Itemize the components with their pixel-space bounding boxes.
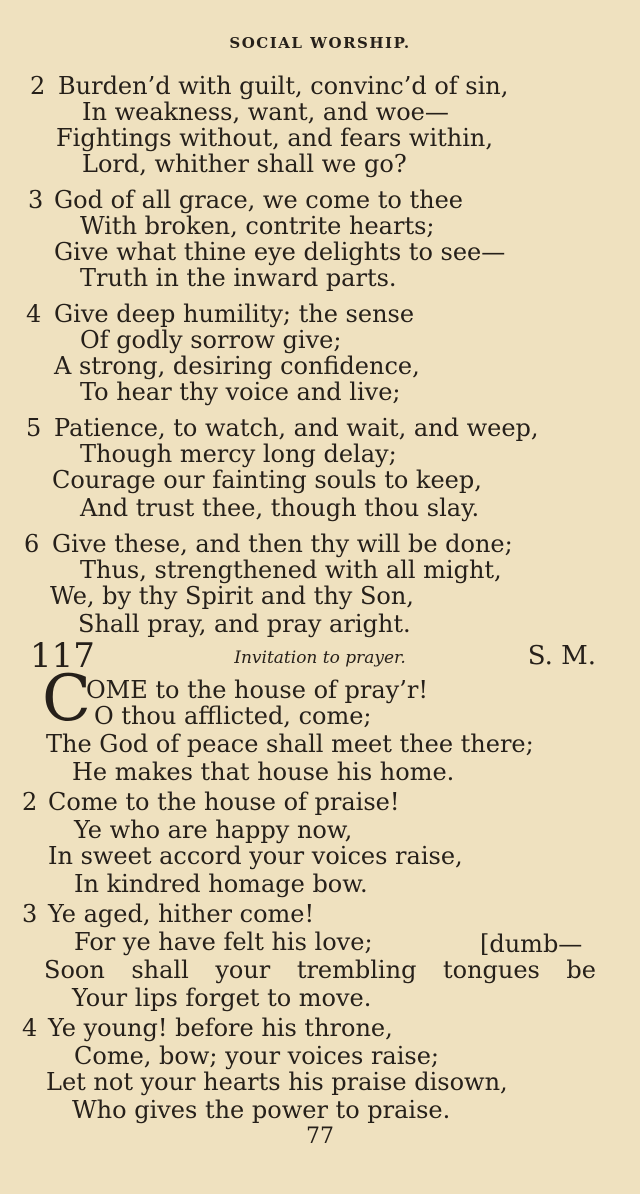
verse-turnover: [dumb—: [480, 930, 583, 958]
stanza-number: 6: [24, 530, 40, 558]
stanza-number: 3: [22, 900, 38, 928]
verse-line: In sweet accord your voices raise,: [48, 842, 463, 870]
verse-line: Give these, and then thy will be done;: [52, 530, 513, 558]
verse-line: Come to the house of praise!: [48, 788, 400, 816]
stanza-number: 2: [30, 72, 46, 100]
page-header: SOCIAL WORSHIP.: [229, 34, 411, 52]
verse-line: He makes that house his home.: [72, 758, 455, 786]
verse-line: Thus, strengthened with all might,: [80, 556, 502, 584]
stanza-number: 5: [26, 414, 42, 442]
verse-line: To hear thy voice and live;: [80, 378, 401, 406]
verse-line: For ye have felt his love;: [74, 928, 373, 956]
verse-line: OME to the house of pray’r!: [86, 676, 428, 704]
verse-line: God of all grace, we come to thee: [54, 186, 463, 214]
drop-cap: C: [42, 662, 91, 736]
verse-line: Courage our fainting souls to keep,: [52, 466, 482, 494]
verse-line: In weakness, want, and woe—: [82, 98, 449, 126]
verse-line: With broken, contrite hearts;: [80, 212, 435, 240]
verse-line: Come, bow; your voices raise;: [74, 1042, 440, 1070]
verse-line: Shall pray, and pray aright.: [78, 610, 411, 638]
verse-line: Give what thine eye delights to see—: [54, 238, 506, 266]
verse-line: Fightings without, and fears within,: [56, 124, 494, 152]
verse-line: Patience, to watch, and wait, and weep,: [54, 414, 539, 442]
hymn-meter: S. M.: [527, 641, 596, 671]
hymn-title: Invitation to prayer.: [234, 648, 406, 668]
verse-line: O thou afflicted, come;: [94, 702, 372, 730]
verse-line: Though mercy long delay;: [80, 440, 397, 468]
verse-line: We, by thy Spirit and thy Son,: [50, 582, 414, 610]
verse-line: And trust thee, though thou slay.: [80, 494, 480, 522]
verse-line: Ye who are happy now,: [74, 816, 353, 844]
stanza-number: 4: [22, 1014, 38, 1042]
stanza-number: 4: [26, 300, 42, 328]
word: Soon: [44, 956, 105, 984]
verse-line: In kindred homage bow.: [74, 870, 368, 898]
verse-line: A strong, desiring confidence,: [54, 352, 420, 380]
verse-line: Give deep humility; the sense: [54, 300, 415, 328]
word: trembling: [296, 956, 417, 984]
verse-line: Ye aged, hither come!: [48, 900, 315, 928]
hymn-number: 117: [30, 636, 95, 676]
verse-line: Ye young! before his throne,: [48, 1014, 393, 1042]
verse-line: Burden’d with guilt, convinc’d of sin,: [58, 72, 509, 100]
verse-line: Your lips forget to move.: [72, 984, 372, 1012]
verse-line: Let not your hearts his praise disown,: [46, 1068, 508, 1096]
stanza-number: 2: [22, 788, 38, 816]
word: tongues: [442, 956, 540, 984]
word: your: [215, 956, 271, 984]
verse-line: Of godly sorrow give;: [80, 326, 342, 354]
page-number: 77: [306, 1124, 334, 1149]
verse-line: Lord, whither shall we go?: [82, 150, 407, 178]
verse-line: The God of peace shall meet thee there;: [46, 730, 534, 758]
verse-line: Truth in the inward parts.: [80, 264, 397, 292]
word: be: [566, 956, 596, 984]
stanza-number: 3: [28, 186, 44, 214]
verse-line: Who gives the power to praise.: [72, 1096, 451, 1124]
word: shall: [131, 956, 189, 984]
verse-line-justified: [44, 956, 596, 984]
